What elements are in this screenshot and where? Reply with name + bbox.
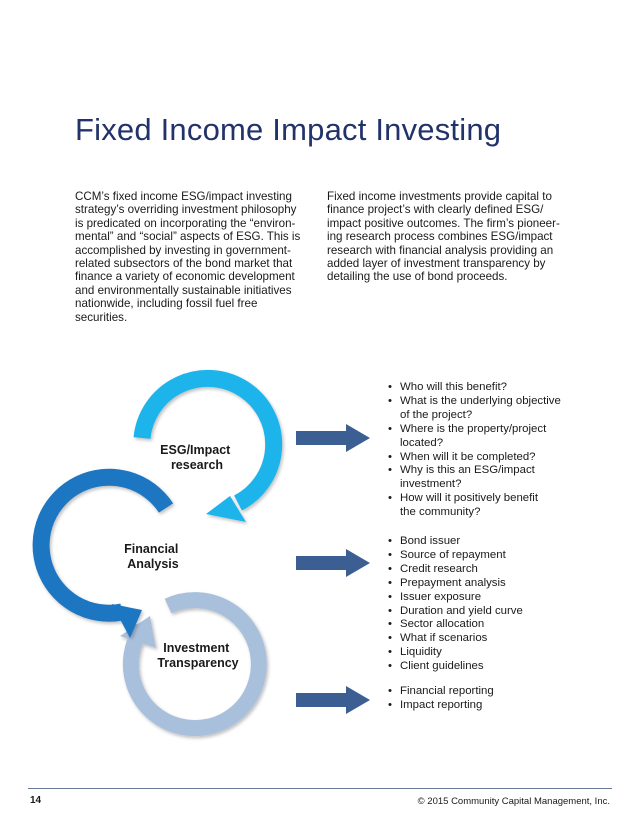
ring-1-label: ESG/Impact research [160, 443, 231, 472]
page-number: 14 [30, 795, 42, 806]
list-item: • Liquidity [386, 646, 523, 660]
ring-3-label: Investment Transparency [157, 641, 239, 670]
list-item: • What if scenarios [386, 632, 523, 646]
ring-1-arc [142, 378, 274, 503]
list-item: • How will it positively benefit the community? [386, 492, 561, 520]
list-item: • Source of repayment [386, 549, 523, 563]
list-item: • Credit research [386, 563, 523, 577]
list-item: • When will it be completed? [386, 451, 561, 465]
list-item: • Financial reporting [386, 685, 494, 699]
list-item: • Impact reporting [386, 699, 494, 713]
list-item: • Duration and yield curve [386, 605, 523, 619]
impact-questions-list [386, 381, 561, 520]
list-item: • What is the underlying objective of the project? [386, 395, 561, 423]
list-item: • Who will this benefit? [386, 381, 561, 395]
right-paragraph: Fixed income investments provide capital to finance project’s with clearly defined ESG/ impact positive outcomes. The firm’s pioneer- ing research process combines ESG/impact research with financial analysis providing an added layer of investment transparency by detailing the use of bond proceeds. [327, 190, 560, 284]
arrow-right-icon [296, 424, 370, 452]
arrow-right-icon [296, 549, 370, 577]
list-item: • Sector allocation [386, 618, 523, 632]
footer-divider [28, 788, 612, 789]
list-item: • Prepayment analysis [386, 577, 523, 591]
transparency-list [386, 685, 494, 713]
page-title: Fixed Income Impact Investing [75, 112, 502, 147]
financial-analysis-list [386, 535, 523, 674]
copyright-notice: © 2015 Community Capital Management, Inc. [417, 796, 610, 807]
list-item: • Client guidelines [386, 660, 523, 674]
ring-2-label: Financial Analysis [124, 542, 179, 571]
list-item: • Why is this an ESG/impact investment? [386, 464, 561, 492]
list-item: • Bond issuer [386, 535, 523, 549]
left-paragraph: CCM’s fixed income ESG/impact investing strategy’s overriding investment philosophy is predicated on incorporating the “environ- mental” and “social” aspects of ESG. This is accomplished by investing in government- related subsectors of the bond market that finance a variety of economic development and environmentally sustainable initiatives nationwide, including fossil fuel free securities. [75, 190, 301, 324]
arrow-right-icon [296, 686, 370, 714]
list-item: • Issuer exposure [386, 591, 523, 605]
list-item: • Where is the property/project located? [386, 423, 561, 451]
